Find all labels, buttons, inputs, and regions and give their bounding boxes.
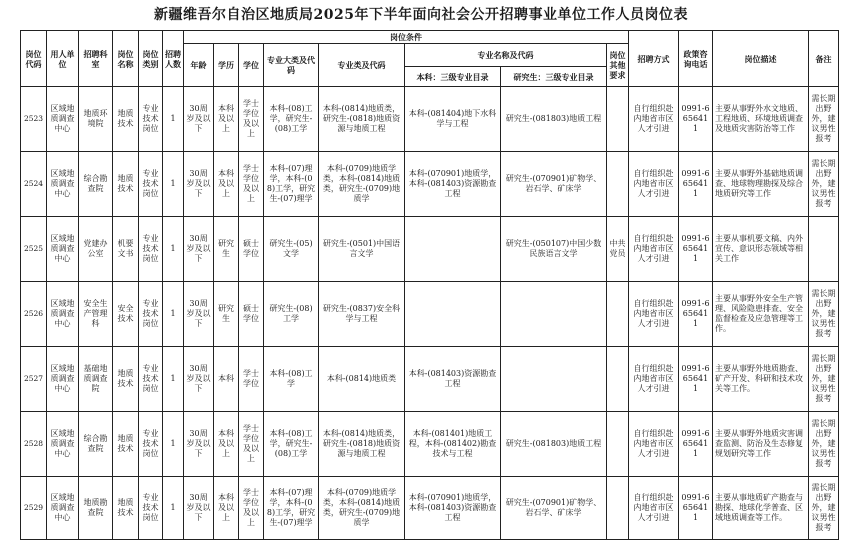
cell-degree: 学士学位 (239, 347, 264, 412)
cell-edu: 本科及以上 (214, 152, 239, 217)
header-desc: 岗位描述 (713, 31, 809, 87)
cell-count: 1 (163, 87, 184, 152)
cell-major-type: 本科-(0814)地质类，研究生-(0818)地质资源与地质工程 (319, 412, 405, 477)
cell-remark: 需长期出野外，建议男性报考 (809, 347, 839, 412)
cell-major-class: 本科-(07)理学，本科-(08)工学，研究生-(07)理学 (264, 477, 319, 540)
cell-unit: 区域地质调查中心 (47, 282, 79, 347)
cell-major-type: 本科-(0709)地质学类，本科-(0814)地质类，研究生-(0709)地质学 (319, 477, 405, 540)
cell-grad: 研究生-(081803)地质工程 (501, 412, 607, 477)
cell-code: 2527 (21, 347, 47, 412)
cell-major-type: 研究生-(0501)中国语言文学 (319, 217, 405, 282)
cell-code: 2526 (21, 282, 47, 347)
cell-edu: 本科及以上 (214, 477, 239, 540)
cell-degree: 硕士学位 (239, 282, 264, 347)
cell-dept: 安全生产管理科 (79, 282, 113, 347)
cell-edu: 本科 (214, 347, 239, 412)
cell-count: 1 (163, 412, 184, 477)
header-method: 招聘方式 (629, 31, 679, 87)
cell-remark: 需长期出野外，建议男性报考 (809, 87, 839, 152)
header-code: 岗位代码 (21, 31, 47, 87)
cell-method: 自行组织赴内地省市区人才引进 (629, 347, 679, 412)
cell-method: 自行组织赴内地省市区人才引进 (629, 477, 679, 540)
cell-grad: 研究生-(070901)矿物学、岩石学、矿床学 (501, 477, 607, 540)
header-undergrad: 本科：三级专业目录 (405, 67, 501, 87)
cell-count: 1 (163, 477, 184, 540)
cell-code: 2528 (21, 412, 47, 477)
cell-code: 2524 (21, 152, 47, 217)
cell-desc: 主要从事野外地质勘查、矿产开发、科研和技术攻关等工作。 (713, 347, 809, 412)
header-major-class: 专业大类及代码 (264, 44, 319, 87)
cell-phone: 0991-6656411 (679, 87, 713, 152)
cell-desc: 主要从事野外地质灾害调查监测、防治及生态修复规划研究等工作 (713, 412, 809, 477)
cell-undergrad: 本科-(070901)地质学，本科-(081403)资源勘查工程 (405, 152, 501, 217)
cell-remark: 需长期出野外，建议男性报考 (809, 412, 839, 477)
header-count: 招聘人数 (163, 31, 184, 87)
job-positions-table (20, 30, 839, 540)
cell-post: 地质技术 (113, 152, 139, 217)
cell-code: 2529 (21, 477, 47, 540)
cell-undergrad (405, 217, 501, 282)
table-row (21, 347, 839, 412)
cell-code: 2523 (21, 87, 47, 152)
cell-method: 自行组织赴内地省市区人才引进 (629, 152, 679, 217)
cell-age: 30周岁及以下 (184, 152, 214, 217)
header-conditions: 岗位条件 (184, 31, 629, 44)
cell-dept: 地质勘查院 (79, 477, 113, 540)
cell-post: 安全技术 (113, 282, 139, 347)
cell-degree: 硕士学位 (239, 217, 264, 282)
cell-dept: 综合勘查院 (79, 412, 113, 477)
cell-unit: 区域地质调查中心 (47, 412, 79, 477)
cell-post: 地质技术 (113, 412, 139, 477)
header-other: 岗位其他要求 (607, 44, 629, 87)
cell-remark: 需长期出野外，建议男性报考 (809, 152, 839, 217)
cell-major-type: 研究生-(0837)安全科学与工程 (319, 282, 405, 347)
cell-phone: 0991-6656411 (679, 477, 713, 540)
cell-unit: 区域地质调查中心 (47, 217, 79, 282)
header-degree: 学位 (239, 44, 264, 87)
header-remark: 备注 (809, 31, 839, 87)
cell-grad: 研究生-(050107)中国少数民族语言文学 (501, 217, 607, 282)
header-post: 岗位名称 (113, 31, 139, 87)
cell-unit: 区域地质调查中心 (47, 347, 79, 412)
cell-age: 30周岁及以下 (184, 347, 214, 412)
table-row (21, 412, 839, 477)
header-phone: 政策咨询电话 (679, 31, 713, 87)
cell-undergrad: 本科-(081401)地质工程，本科-(081402)勘查技术与工程 (405, 412, 501, 477)
cell-remark: 需长期出野外，建议男性报考 (809, 282, 839, 347)
cell-dept: 基础地质调查院 (79, 347, 113, 412)
cell-post: 地质技术 (113, 347, 139, 412)
cell-unit: 区域地质调查中心 (47, 477, 79, 540)
cell-degree: 学士学位及以上 (239, 477, 264, 540)
cell-grad (501, 282, 607, 347)
cell-other (607, 412, 629, 477)
cell-major-class: 研究生-(05)文学 (264, 217, 319, 282)
cell-count: 1 (163, 347, 184, 412)
table-row (21, 152, 839, 217)
cell-major-class: 本科-(07)理学，本科-(08)工学，研究生-(07)理学 (264, 152, 319, 217)
cell-desc: 主要从事野外基础地质调查、地球物理勘探及综合地质研究等工作 (713, 152, 809, 217)
cell-degree: 学士学位及以上 (239, 412, 264, 477)
cell-unit: 区域地质调查中心 (47, 152, 79, 217)
cell-post: 地质技术 (113, 87, 139, 152)
cell-edu: 本科及以上 (214, 412, 239, 477)
cell-major-type: 本科-(0814)地质类 (319, 347, 405, 412)
cell-count: 1 (163, 217, 184, 282)
cell-age: 30周岁及以下 (184, 87, 214, 152)
cell-desc: 主要从事野外水文地质、工程地质、环境地质调查及地质灾害防治等工作 (713, 87, 809, 152)
cell-remark: 需长期出野外，建议男性报考 (809, 477, 839, 540)
table-row (21, 282, 839, 347)
header-major-type: 专业类及代码 (319, 44, 405, 87)
cell-major-type: 本科-(0814)地质类，研究生-(0818)地质资源与地质工程 (319, 87, 405, 152)
cell-major-class: 本科-(08)工学，研究生-(08)工学 (264, 412, 319, 477)
cell-undergrad: 本科-(070901)地质学，本科-(081403)资源勘查工程 (405, 477, 501, 540)
header-unit: 用人单位 (47, 31, 79, 87)
cell-degree: 学士学位及以上 (239, 152, 264, 217)
cell-undergrad (405, 282, 501, 347)
cell-edu: 研究生 (214, 217, 239, 282)
cell-other (607, 347, 629, 412)
table-row (21, 87, 839, 152)
cell-other (607, 152, 629, 217)
cell-category: 专业技术岗位 (139, 217, 163, 282)
cell-other (607, 477, 629, 540)
cell-method: 自行组织赴内地省市区人才引进 (629, 87, 679, 152)
cell-major-class: 本科-(08)工学 (264, 347, 319, 412)
cell-category: 专业技术岗位 (139, 282, 163, 347)
cell-dept: 综合勘查院 (79, 152, 113, 217)
cell-desc: 主要从事地质矿产勘查与勘探、地球化学普查、区域地质调查等工作。 (713, 477, 809, 540)
page-title: 新疆维吾尔自治区地质局2025年下半年面向社会公开招聘事业单位工作人员岗位表 (154, 7, 688, 23)
cell-category: 专业技术岗位 (139, 412, 163, 477)
cell-undergrad: 本科-(081403)资源勘查工程 (405, 347, 501, 412)
cell-undergrad: 本科-(081404)地下水科学与工程 (405, 87, 501, 152)
cell-method: 自行组织赴内地省市区人才引进 (629, 412, 679, 477)
cell-dept: 党建办公室 (79, 217, 113, 282)
cell-method: 自行组织赴内地省市区人才引进 (629, 282, 679, 347)
header-grad: 研究生：三级专业目录 (501, 67, 607, 87)
cell-post: 地质技术 (113, 477, 139, 540)
table-row (21, 217, 839, 282)
cell-phone: 0991-6656411 (679, 152, 713, 217)
cell-degree: 学士学位及以上 (239, 87, 264, 152)
header-dept: 招聘科室 (79, 31, 113, 87)
table-row (21, 477, 839, 540)
cell-remark (809, 217, 839, 282)
cell-major-class: 研究生-(08)工学 (264, 282, 319, 347)
cell-phone: 0991-6656411 (679, 282, 713, 347)
cell-desc: 主要从事机要文稿、内外宣传、意识形态领域等相关工作 (713, 217, 809, 282)
cell-major-class: 本科-(08)工学，研究生-(08)工学 (264, 87, 319, 152)
cell-grad: 研究生-(070901)矿物学、岩石学、矿床学 (501, 152, 607, 217)
cell-desc: 主要从事野外安全生产管理、风险隐患排查、安全监督检查及应急管理等工作。 (713, 282, 809, 347)
cell-count: 1 (163, 282, 184, 347)
cell-count: 1 (163, 152, 184, 217)
cell-method: 自行组织赴内地省市区人才引进 (629, 217, 679, 282)
cell-age: 30周岁及以下 (184, 282, 214, 347)
cell-age: 30周岁及以下 (184, 412, 214, 477)
header-edu: 学历 (214, 44, 239, 87)
cell-edu: 本科及以上 (214, 87, 239, 152)
cell-phone: 0991-6656411 (679, 347, 713, 412)
header-age: 年龄 (184, 44, 214, 87)
cell-category: 专业技术岗位 (139, 477, 163, 540)
cell-other (607, 282, 629, 347)
cell-major-type: 本科-(0709)地质学类，本科-(0814)地质类，研究生-(0709)地质学 (319, 152, 405, 217)
cell-edu: 研究生 (214, 282, 239, 347)
cell-phone: 0991-6656411 (679, 217, 713, 282)
cell-code: 2525 (21, 217, 47, 282)
cell-other: 中共党员 (607, 217, 629, 282)
cell-grad: 研究生-(081803)地质工程 (501, 87, 607, 152)
header-category: 岗位类别 (139, 31, 163, 87)
cell-age: 30周岁及以下 (184, 217, 214, 282)
cell-unit: 区域地质调查中心 (47, 87, 79, 152)
header-major-name: 专业名称及代码 (405, 44, 607, 67)
cell-category: 专业技术岗位 (139, 347, 163, 412)
cell-phone: 0991-6656411 (679, 412, 713, 477)
cell-category: 专业技术岗位 (139, 152, 163, 217)
cell-dept: 地质环境院 (79, 87, 113, 152)
cell-grad (501, 347, 607, 412)
cell-other (607, 87, 629, 152)
cell-category: 专业技术岗位 (139, 87, 163, 152)
cell-post: 机要文书 (113, 217, 139, 282)
cell-age: 30周岁及以下 (184, 477, 214, 540)
